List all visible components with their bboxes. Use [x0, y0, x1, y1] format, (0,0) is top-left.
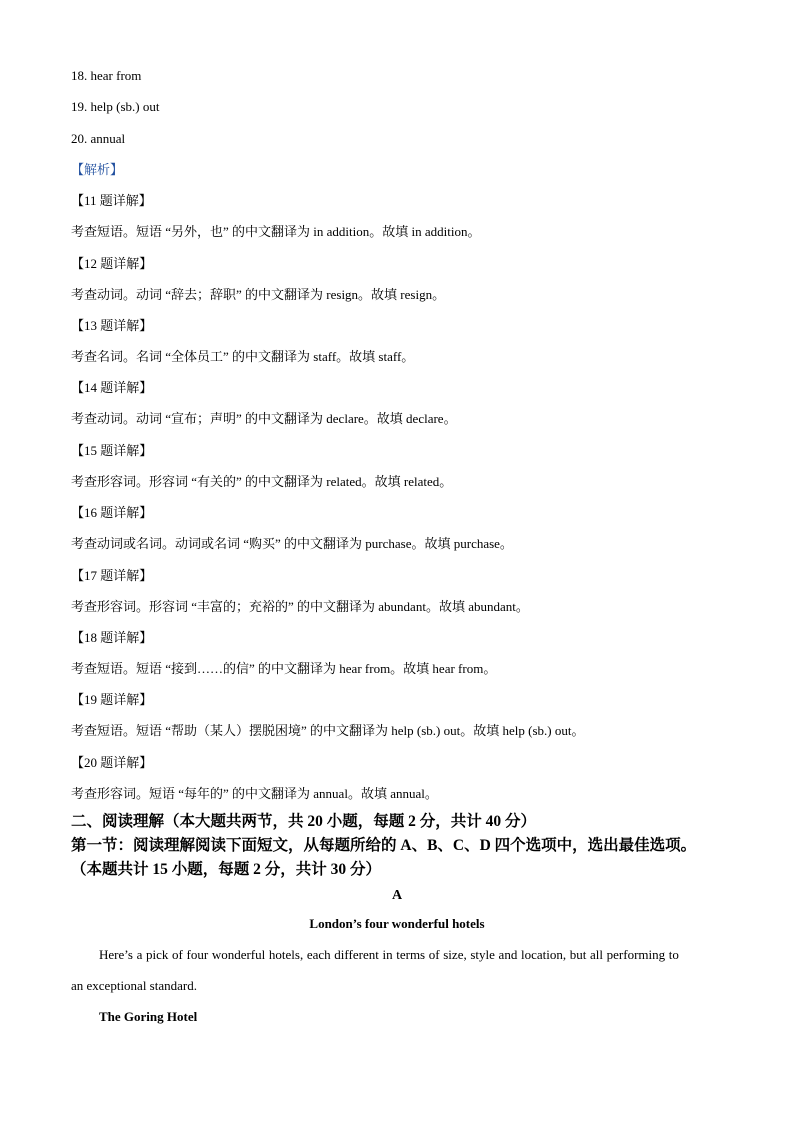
detail-heading: 【13 题详解】 — [71, 318, 153, 333]
detail-text: 考查短语。短语 “帮助（某人）摆脱困境” 的中文翻译为 help (sb.) out。故填 help (sb.) out。 — [71, 723, 585, 738]
detail-text: 考查形容词。形容词 “有关的” 的中文翻译为 related。故填 related。 — [71, 474, 453, 489]
detail-text: 考查动词或名词。动词或名词 “购买” 的中文翻译为 purchase。故填 purchase。 — [71, 536, 513, 551]
answer-item: 20. annual — [71, 131, 126, 146]
section-instruction: 第一节：阅读理解阅读下面短文，从每题所给的 A、B、C、D 四个选项中，选出最佳选项。 — [71, 837, 697, 854]
passage-title: London’s four wonderful hotels — [309, 916, 485, 931]
detail-heading: 【15 题详解】 — [71, 443, 153, 458]
analysis-label: 【解析】 — [71, 162, 124, 177]
passage-letter: A — [391, 888, 403, 903]
answer-item: 18. hear from — [71, 68, 142, 83]
detail-heading: 【18 题详解】 — [71, 630, 153, 645]
detail-text: 考查短语。短语 “接到……的信” 的中文翻译为 hear from。故填 hear from。 — [71, 661, 497, 676]
detail-heading: 【12 题详解】 — [71, 256, 153, 271]
section-title: 二、阅读理解（本大题共两节，共 20 小题，每题 2 分，共计 40 分） — [71, 813, 537, 830]
section-instruction-note: （本题共计 15 小题，每题 2 分，共计 30 分） — [71, 861, 382, 878]
detail-heading: 【16 题详解】 — [71, 505, 153, 520]
detail-heading: 【20 题详解】 — [71, 755, 153, 770]
detail-text: 考查形容词。短语 “每年的” 的中文翻译为 annual。故填 annual。 — [71, 786, 438, 801]
answer-item: 19. help (sb.) out — [71, 99, 160, 114]
hotel-name: The Goring Hotel — [99, 1009, 198, 1024]
detail-text: 考查动词。动词 “辞去；辞职” 的中文翻译为 resign。故填 resign。 — [71, 287, 446, 302]
detail-text: 考查形容词。形容词 “丰富的；充裕的” 的中文翻译为 abundant。故填 abundant。 — [71, 599, 529, 614]
detail-text: 考查动词。动词 “宣布；声明” 的中文翻译为 declare。故填 declare。 — [71, 411, 457, 426]
passage-paragraph: Here’s a pick of four wonderful hotels, each different in terms of size, style and location, but all performing to — [99, 947, 679, 962]
detail-heading: 【11 题详解】 — [71, 193, 152, 208]
detail-heading: 【19 题详解】 — [71, 692, 153, 707]
detail-heading: 【17 题详解】 — [71, 568, 153, 583]
detail-text: 考查名词。名词 “全体员工” 的中文翻译为 staff。故填 staff。 — [71, 349, 415, 364]
detail-heading: 【14 题详解】 — [71, 380, 153, 395]
passage-paragraph-continued: an exceptional standard. — [71, 978, 197, 993]
detail-text: 考查短语。短语 “另外，也” 的中文翻译为 in addition。故填 in addition。 — [71, 224, 481, 239]
